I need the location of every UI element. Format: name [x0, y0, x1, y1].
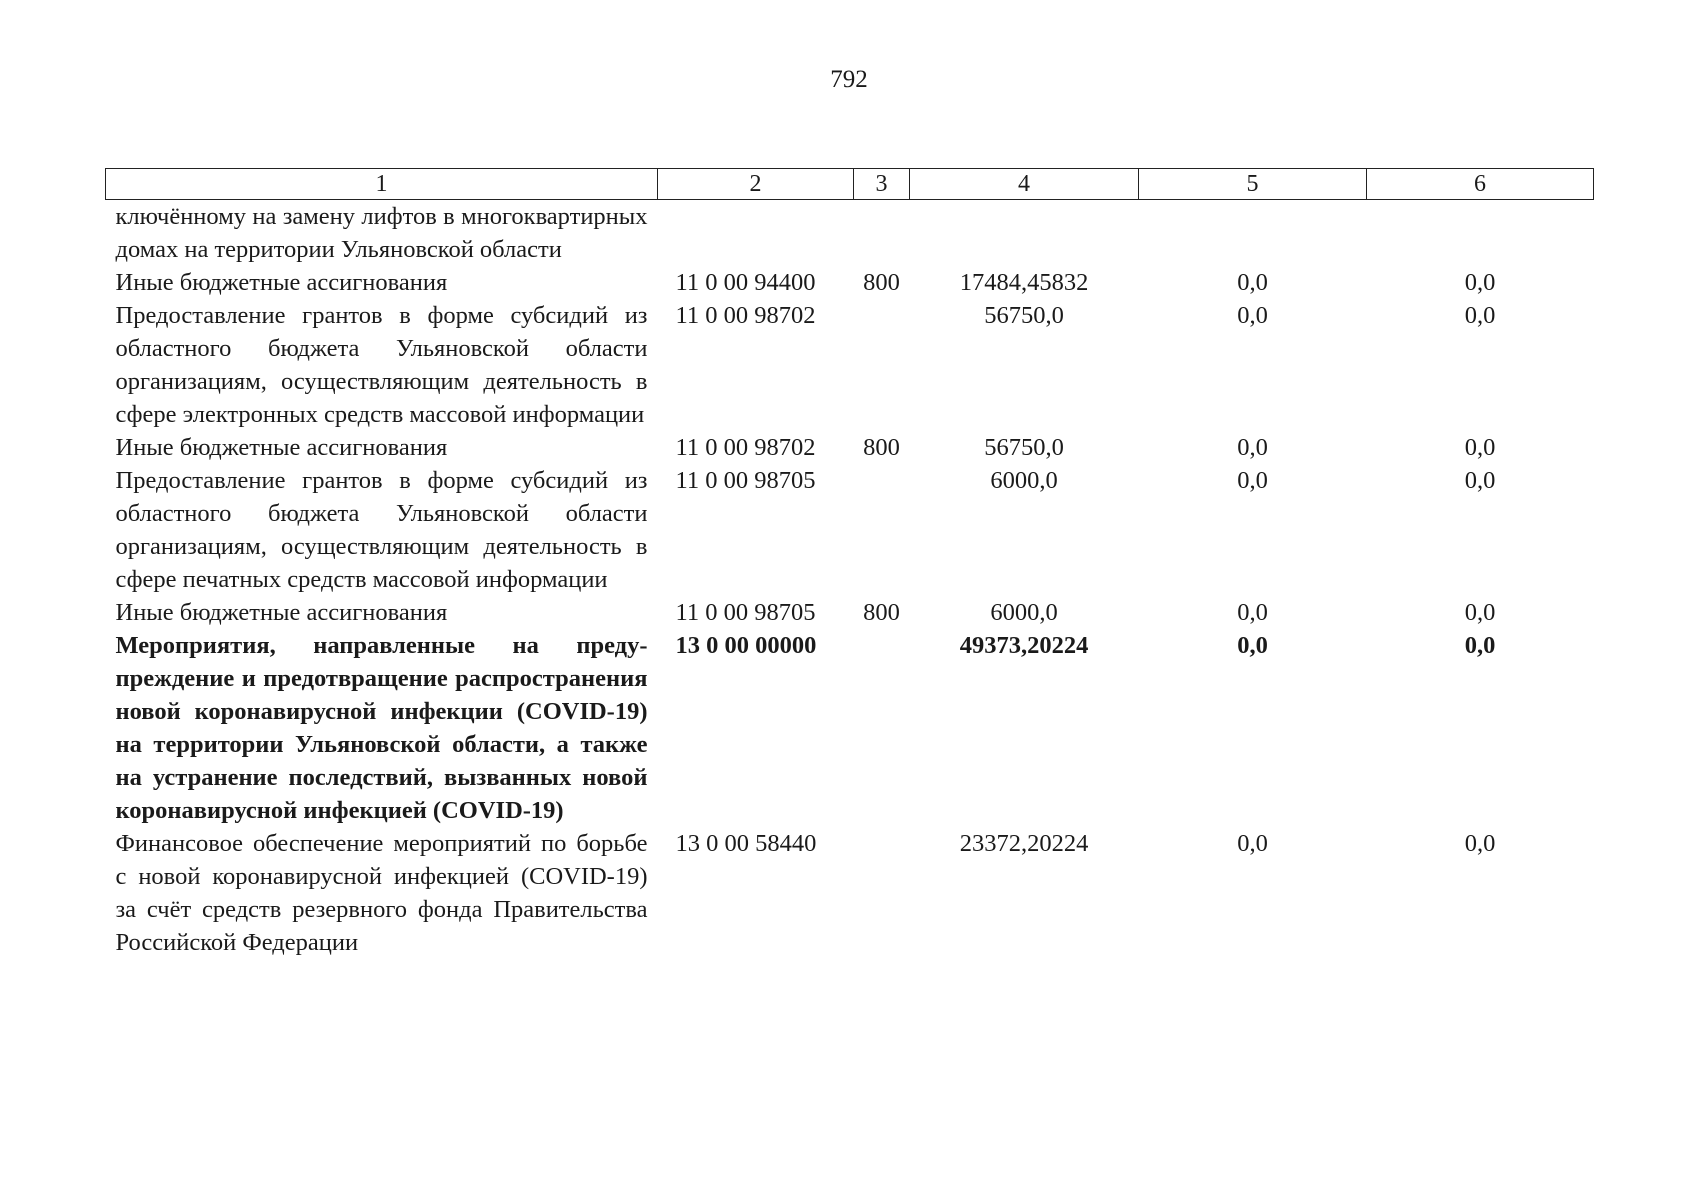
row-code — [658, 200, 854, 267]
row-name: Иные бюджетные ассигнования — [115, 434, 448, 461]
row-amount-col4: 6000,0 — [990, 599, 1058, 626]
table-row — [106, 299, 1594, 431]
row-name: Мероприятия, направленные на предупреждение и предотвращение распространения новой коронавирусной инфекции (COVID-19) на территории Ульяновской области, а также на устранение последствий, вызванных новой коронавирусной инфекцией (COVID-19) — [115, 632, 648, 824]
row-amount-col5: 0,0 — [1237, 269, 1268, 296]
row-amount-col6: 0,0 — [1464, 599, 1496, 626]
table-row-section-total — [106, 629, 1594, 827]
row-amount-col4: 56750,0 — [984, 302, 1064, 329]
row-amount-col6: 0,0 — [1464, 269, 1496, 296]
row-expense-type: 800 — [863, 434, 900, 461]
row-expense-type: 800 — [863, 599, 900, 626]
budget-table — [105, 168, 1594, 959]
row-amount-col4: 23372,20224 — [959, 830, 1089, 857]
row-code: 13 0 00 58440 — [675, 830, 817, 857]
column-header-4: 4 — [910, 169, 1139, 200]
row-expense-type — [854, 629, 910, 827]
row-amount-col6 — [1367, 200, 1594, 267]
row-expense-type — [854, 200, 910, 267]
row-code: 11 0 00 98705 — [675, 599, 816, 626]
table-row — [106, 596, 1594, 629]
row-name: Предоставление грантов в форме субсидий из областного бюджета Ульяновской области организациям, осуществляющим деятельность в сфере печатных средств массовой информации — [115, 467, 648, 593]
row-name: Предоставление грантов в форме субсидий из областного бюджета Ульяновской области организациям, осуществляющим деятельность в сфере электронных средств массовой информации — [115, 302, 648, 428]
row-name: Финансовое обеспечение мероприятий по борьбе с новой коронавирусной инфекцией (COVID-19) за счёт средств резервного фонда Правительства Российской Федерации — [115, 830, 648, 956]
column-header-2: 2 — [658, 169, 854, 200]
row-amount-col4: 17484,45832 — [959, 269, 1089, 296]
row-expense-type — [854, 827, 910, 959]
row-amount-col5: 0,0 — [1237, 434, 1268, 461]
row-amount-col5: 0,0 — [1237, 830, 1268, 857]
row-amount-col5: 0,0 — [1237, 467, 1268, 494]
column-header-5: 5 — [1139, 169, 1367, 200]
page-number: 792 — [830, 66, 868, 93]
row-amount-col5: 0,0 — [1237, 632, 1268, 659]
row-amount-col5: 0,0 — [1237, 302, 1268, 329]
row-amount-col5 — [1139, 200, 1367, 267]
column-header-1: 1 — [106, 169, 658, 200]
row-amount-col4: 49373,20224 — [959, 632, 1089, 659]
row-name: Иные бюджетные ассигнования — [115, 599, 448, 626]
row-expense-type — [854, 299, 910, 431]
row-expense-type — [854, 464, 910, 596]
row-name: ключённому на замену лифтов в многоквартирных домах на территории Ульяновской области — [115, 203, 648, 263]
row-amount-col6: 0,0 — [1464, 467, 1496, 494]
row-code: 13 0 00 00000 — [675, 632, 817, 659]
row-amount-col6: 0,0 — [1464, 434, 1496, 461]
row-amount-col6: 0,0 — [1464, 302, 1496, 329]
row-amount-col6: 0,0 — [1464, 830, 1496, 857]
row-amount-col4: 6000,0 — [990, 467, 1058, 494]
column-header-3: 3 — [854, 169, 910, 200]
row-amount-col4: 56750,0 — [984, 434, 1064, 461]
row-code: 11 0 00 98702 — [675, 434, 816, 461]
row-amount-col6: 0,0 — [1464, 632, 1496, 659]
table-row — [106, 827, 1594, 959]
row-amount-col5: 0,0 — [1237, 599, 1268, 626]
table-row — [106, 266, 1594, 299]
row-code: 11 0 00 98702 — [675, 302, 816, 329]
column-header-6: 6 — [1367, 169, 1594, 200]
row-amount-col4 — [910, 200, 1139, 267]
row-name: Иные бюджетные ассигнования — [115, 269, 448, 296]
row-code: 11 0 00 94400 — [675, 269, 816, 296]
table-header-row — [106, 169, 1594, 200]
table-row — [106, 464, 1594, 596]
row-code: 11 0 00 98705 — [675, 467, 816, 494]
table-row — [106, 200, 1594, 267]
row-expense-type: 800 — [863, 269, 900, 296]
table-row — [106, 431, 1594, 464]
